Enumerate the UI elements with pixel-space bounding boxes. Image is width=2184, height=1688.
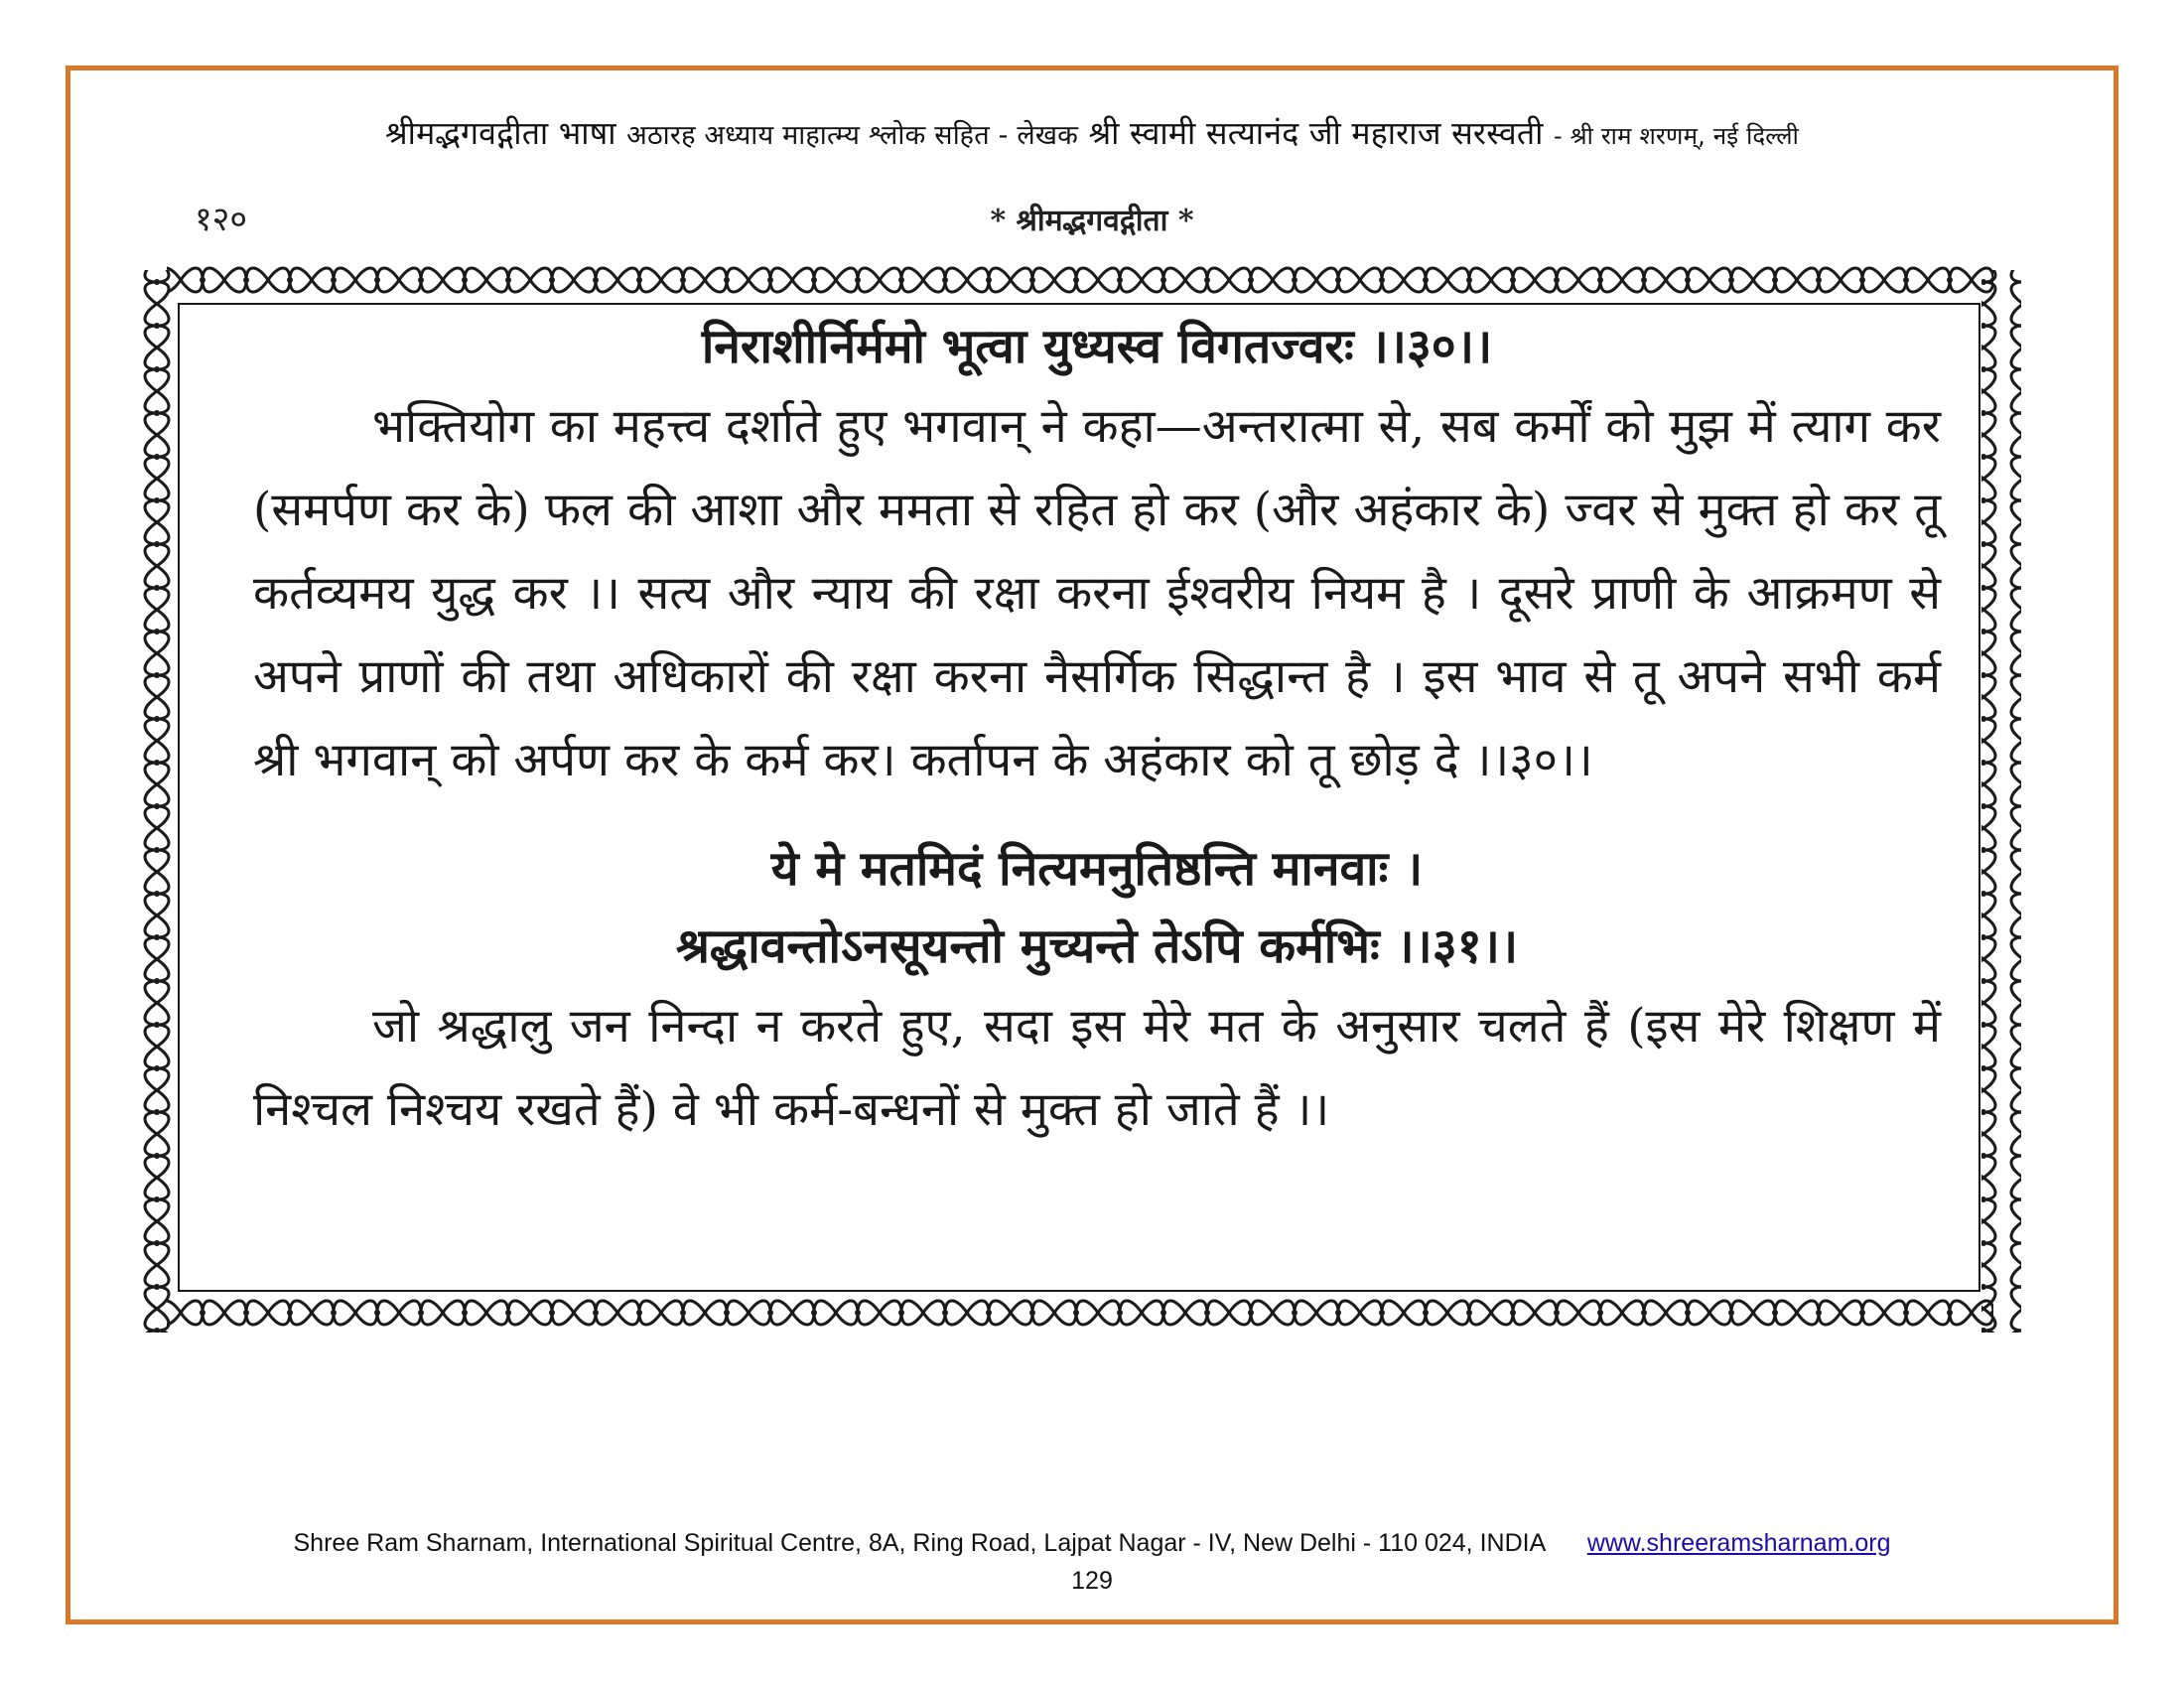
website-link[interactable]: www.shreeramsharnam.org [1586,1529,1891,1557]
footer [66,1529,2118,1558]
scripture-content [253,308,1941,1152]
footer-page-number: 129 [1071,1567,1113,1595]
header-title: श्रीमद्भगवद्गीता भाषा [385,114,616,152]
running-title: * श्रीमद्भगवद्गीता * [990,204,1194,238]
footer-address: Shree Ram Sharnam, International Spiritual Centre, 8A, Ring Road, Lajpat Nagar - IV, New Delhi - 110 024, INDIA [293,1529,1545,1557]
header-publisher: - श्री राम शरणम्, नई दिल्ली [1553,122,1799,150]
commentary-31-text: जो श्रद्धालु जन निन्दा न करते हुए, सदा इस मेरे मत के अनुसार चलते हैं (इस मेरे शिक्षण में निश्चल निश्चय रखते हैं) वे भी कर्म-बन्धनों से मुक्त हो जाते हैं ।। [253,999,1941,1137]
commentary-30 [253,385,1941,802]
verse-30: निराशीर्निर्ममो भूत्वा युध्यस्व विगतज्वरः ।।३०।। [701,319,1493,374]
verse-31-line-1: ये मे मतमिदं नित्यमनुतिष्ठन्ति मानवाः । [770,841,1424,897]
verse-31-line-2: श्रद्धावन्तोऽनसूयन्तो मुच्यन्ते तेऽपि कर्मभिः ।।३१।। [675,918,1519,974]
document-header [66,111,2118,154]
book-page-number: १२० [195,200,248,239]
commentary-31 [253,985,1941,1152]
header-author: श्री स्वामी सत्यानंद जी महाराज सरस्वती [1088,114,1544,152]
commentary-30-text: भक्तियोग का महत्त्व दर्शाते हुए भगवान् ने कहा—अन्तरात्मा से, सब कर्मों को मुझ में त्याग कर (समर्पण कर के) फल की आशा और ममता से रहित हो कर (और अहंकार के) ज्वर से मुक्त हो कर तू कर्तव्यमय युद्ध कर ।। सत्य और न्याय की रक्षा करना ईश्वरीय नियम है । दूसरे प्राणी के आक्रमण से अपने प्राणों की तथा अधिकारों की रक्षा करना नैसर्गिक सिद्धान्त है । इस भाव से तू अपने सभी कर्म श्री भगवान् को अर्पण कर के कर्म कर। कर्तापन के अहंकार को तू छोड़ दे ।।३०।। [253,399,1941,787]
header-subtitle: अठारह अध्याय माहात्म्य श्लोक सहित - लेखक [626,120,1079,151]
